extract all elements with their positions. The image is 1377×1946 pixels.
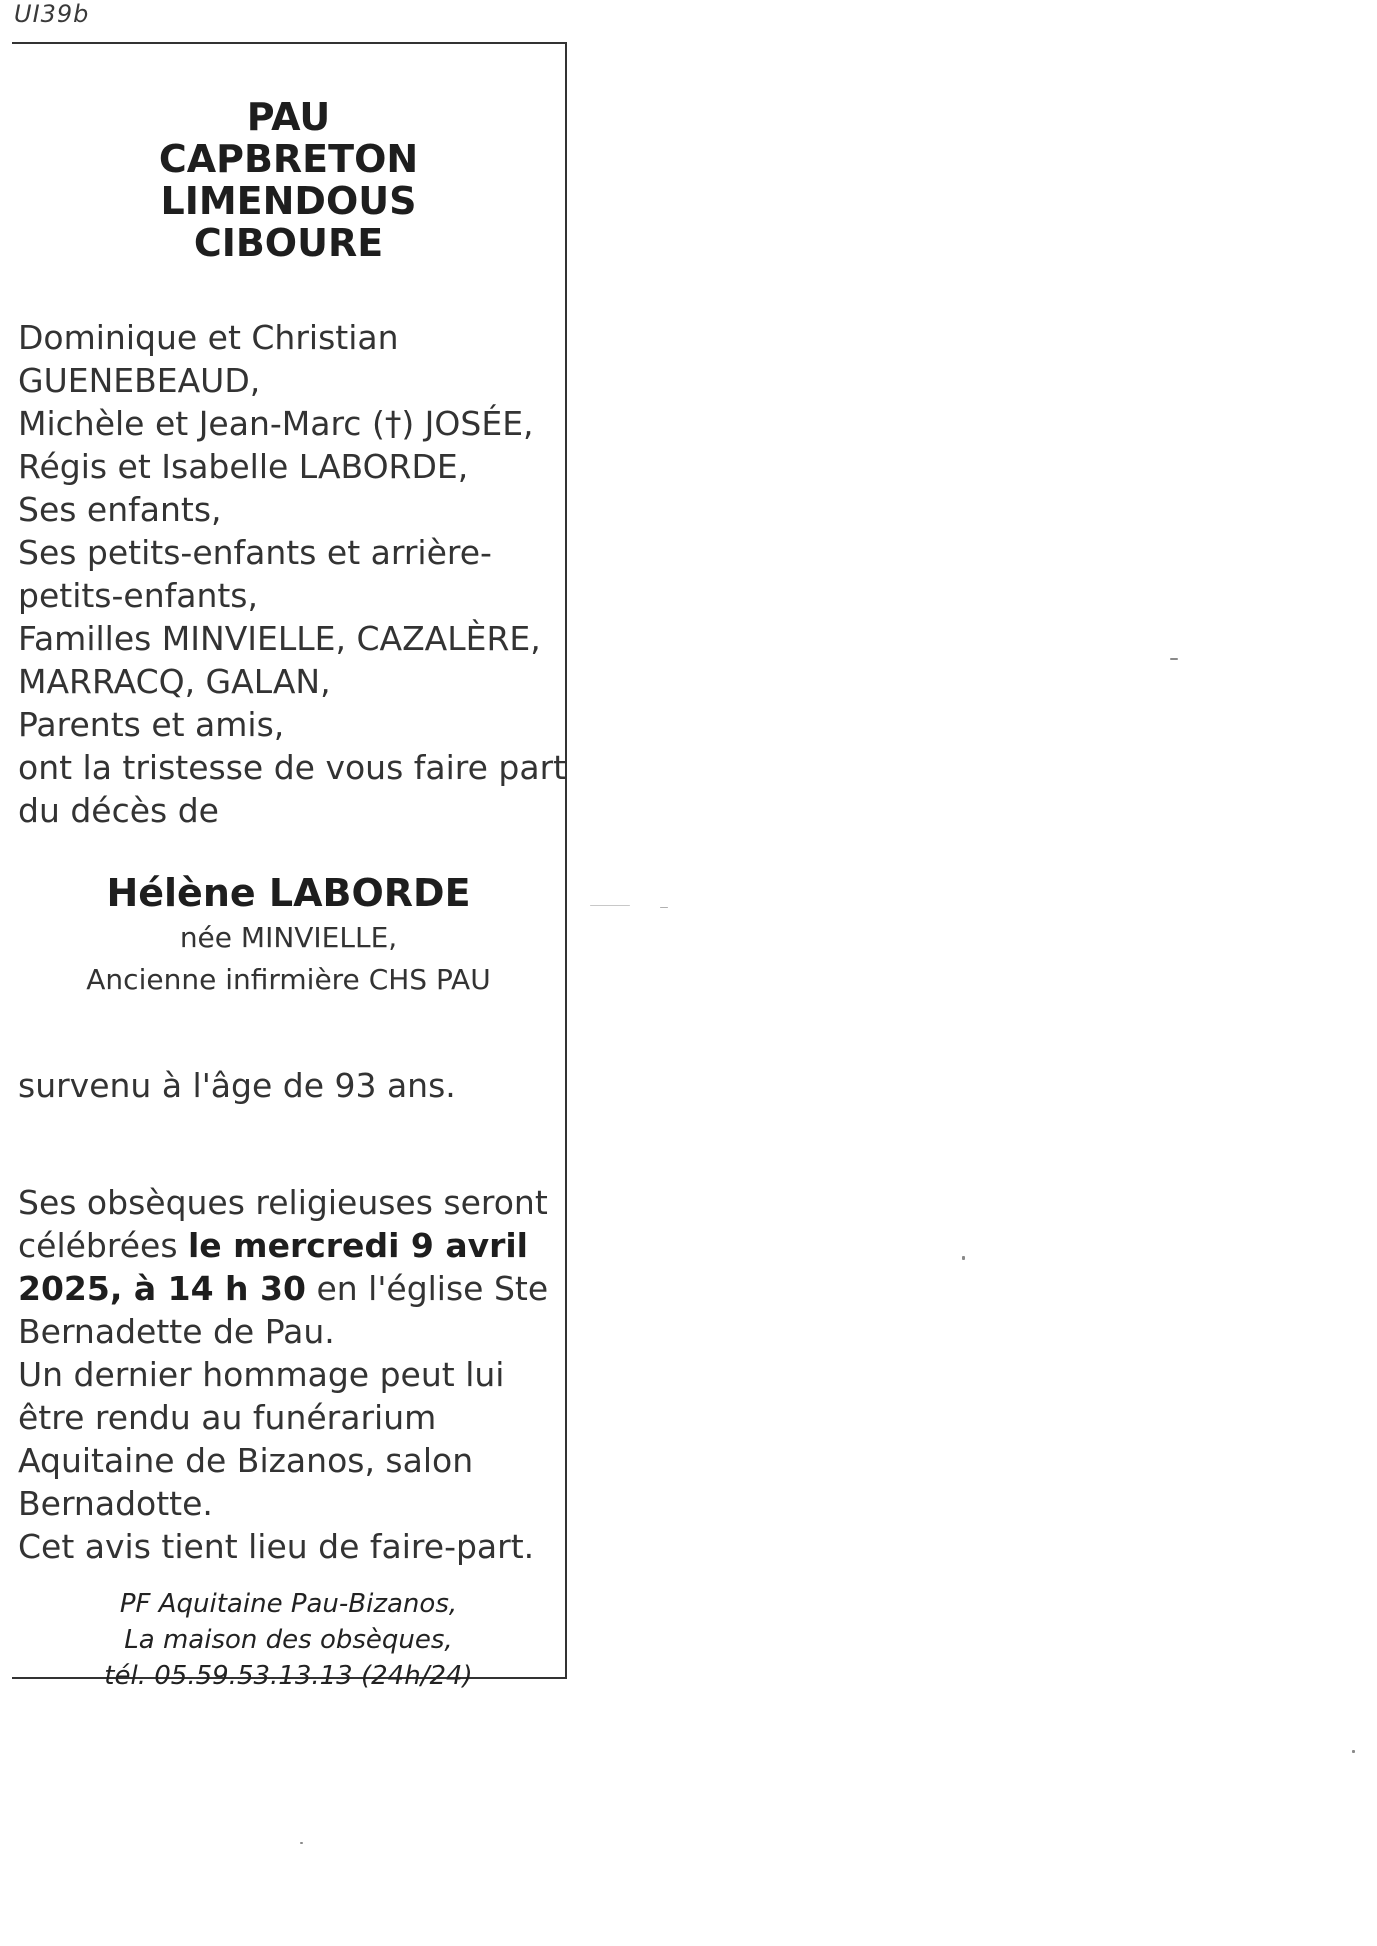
family-line: ont la tristesse de vous faire part <box>18 748 567 787</box>
funeral-line: Aquitaine de Bizanos, salon <box>18 1441 474 1480</box>
funeral-line: Cet avis tient lieu de faire-part. <box>18 1527 535 1566</box>
town-name: CAPBRETON <box>158 137 419 181</box>
funeral-line <box>18 1267 558 1310</box>
funeral-line: Ses obsèques religieuses seront <box>18 1183 548 1222</box>
family-line: Michèle et Jean-Marc (†) JOSÉE, <box>18 404 534 443</box>
funeral-text: en l'église Ste <box>305 1269 549 1308</box>
scan-speck <box>1170 658 1178 660</box>
signature-line: tél. 05.59.53.13.13 (24h/24) <box>104 1661 473 1691</box>
town-name: PAU <box>246 95 331 139</box>
funeral-line: Bernadotte. <box>18 1484 213 1523</box>
family-line: Régis et Isabelle LABORDE, <box>18 447 469 486</box>
family-announcement <box>18 316 567 832</box>
funeral-home-signature <box>12 1586 565 1694</box>
funeral-date: le mercredi 9 avril <box>188 1226 528 1265</box>
scan-speck <box>300 1842 303 1844</box>
scan-speck <box>660 907 668 908</box>
funeral-time: 2025, à 14 h 30 <box>18 1269 306 1308</box>
family-line: MARRACQ, GALAN, <box>18 662 331 701</box>
towns-header <box>12 96 565 264</box>
deceased-maiden-name: née MINVIELLE, <box>179 921 398 954</box>
funeral-details <box>18 1181 558 1568</box>
signature-line: La maison des obsèques, <box>124 1625 453 1655</box>
family-line: Ses petits-enfants et arrière- <box>18 533 492 572</box>
deceased-block <box>12 869 565 1001</box>
document-reference: UI39b <box>14 0 90 28</box>
town-name: LIMENDOUS <box>160 179 417 223</box>
family-line: Ses enfants, <box>18 490 222 529</box>
deceased-occupation: Ancienne infirmière CHS PAU <box>86 963 491 996</box>
funeral-line: être rendu au funérarium <box>18 1398 437 1437</box>
funeral-line <box>18 1224 558 1267</box>
obituary-notice <box>12 42 567 1691</box>
scan-speck <box>962 1256 965 1260</box>
family-line: petits-enfants, <box>18 576 258 615</box>
town-name: CIBOURE <box>193 221 384 265</box>
scan-speck <box>590 905 630 906</box>
age-line: survenu à l'âge de 93 ans. <box>18 1066 456 1105</box>
deceased-name: Hélène LABORDE <box>106 871 471 915</box>
funeral-line: Un dernier hommage peut lui <box>18 1355 505 1394</box>
family-line: GUENEBEAUD, <box>18 361 261 400</box>
funeral-text: célébrées <box>18 1226 188 1265</box>
scan-speck <box>1352 1750 1355 1753</box>
funeral-line: Bernadette de Pau. <box>18 1312 335 1351</box>
signature-line: PF Aquitaine Pau-Bizanos, <box>119 1589 458 1619</box>
family-line: Dominique et Christian <box>18 318 399 357</box>
family-line: du décès de <box>18 791 219 830</box>
family-line: Parents et amis, <box>18 705 285 744</box>
family-line: Familles MINVIELLE, CAZALÈRE, <box>18 619 541 658</box>
